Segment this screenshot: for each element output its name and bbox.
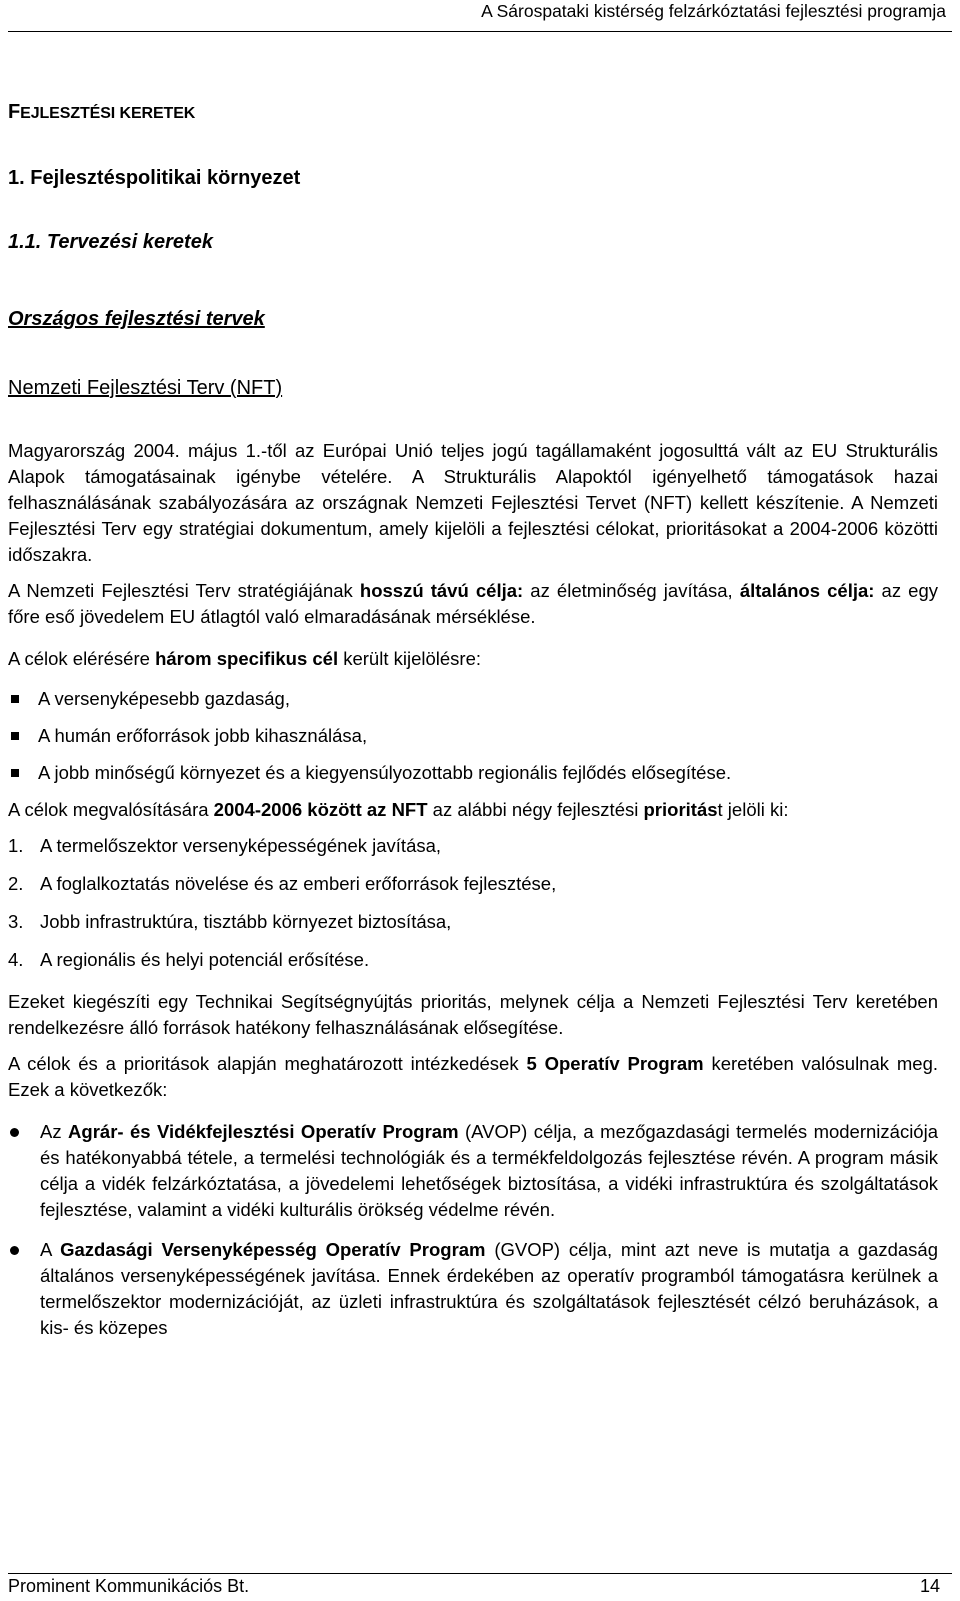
square-bullet-icon: [11, 732, 19, 740]
list-item-text: A regionális és helyi potenciál erősítése.: [40, 949, 370, 970]
list-item: [8, 1119, 938, 1223]
list-item: [8, 871, 938, 897]
list-item-text: A versenyképesebb gazdaság,: [38, 688, 290, 709]
square-bullet-icon: [11, 769, 19, 777]
bold-run: hosszú távú célja:: [359, 580, 524, 601]
paragraph-goals-intro: [8, 646, 938, 672]
goals-list: [8, 686, 938, 786]
paragraph-strategy: [8, 578, 938, 630]
text-run: (AVOP) célja, a mezőgazdasági termelés modernizációja és hatékonyabbá tétele, a termelési technológiák és a termékfeldolgozás fejlesztése révén. A program másik célja a vidék felzárkóztatása, a jövedelemi lehetőségek biztosítása, a vidéki infrastruktúra és szolgáltatások fejlesztése, valamint a vidéki kulturális örökség védelme révén.: [40, 1121, 938, 1220]
list-item-text: A humán erőforrások jobb kihasználása,: [38, 725, 368, 746]
text-run: keretében valósulnak meg. Ezek a következők:: [8, 1053, 938, 1100]
list-number: 4.: [8, 949, 24, 970]
text-run: t jelöli ki:: [717, 799, 789, 820]
text-run: A: [40, 1239, 61, 1260]
bold-run: általános célja:: [739, 580, 875, 601]
text-run: az életminőség javítása,: [523, 580, 740, 601]
text-run: Az: [40, 1121, 69, 1142]
bold-run: prioritás: [643, 799, 718, 820]
footer-company: Prominent Kommunikációs Bt.: [8, 1576, 250, 1596]
bold-run: 2004-2006 között az NFT: [213, 799, 428, 820]
text-run: A célok és a prioritások alapján meghatározott intézkedések: [8, 1053, 527, 1074]
round-bullet-icon: [10, 1246, 19, 1255]
text-run: került kijelölésre:: [338, 648, 482, 669]
text-run: A Nemzeti Fejlesztési Terv stratégiájának: [8, 580, 360, 601]
document-title: [8, 100, 195, 126]
page-number: 14: [919, 1576, 940, 1596]
subsubsection-heading: Országos fejlesztési tervek: [8, 308, 265, 330]
text-run: A célok megvalósítására: [8, 799, 214, 820]
program-name: Gazdasági Versenyképesség Operatív Program: [60, 1239, 486, 1260]
list-number: 2.: [8, 873, 24, 894]
list-item: [8, 1237, 938, 1341]
list-item-text: A termelőszektor versenyképességének javítása,: [40, 835, 442, 856]
program-name: Agrár- és Vidékfejlesztési Operatív Program: [68, 1121, 459, 1142]
document-title-lead: F: [8, 101, 21, 123]
section-heading: 1. Fejlesztéspolitikai környezet: [8, 167, 301, 189]
document-title-rest: EJLESZTÉSI KERETEK: [20, 105, 196, 122]
running-header-title: A Sárospataki kistérség felzárkóztatási fejlesztési programja: [481, 1, 946, 21]
text-run: az egy főre eső jövedelem EU átlagtól való elmaradásának mérséklése.: [8, 580, 938, 627]
text-run: (GVOP) célja, mint azt neve is mutatja a gazdaság általános versenyképességének javítása. Ennek érdekében az operatív programból támogatásra kerülnek a termelőszektor modernizációját, az üzleti infrastruktúra és szolgáltatások fejlesztését célzó beruházások, a kis- és közepes: [40, 1239, 938, 1338]
topic-heading: Nemzeti Fejlesztési Terv (NFT): [8, 377, 283, 399]
paragraph-priorities-intro: [8, 797, 938, 823]
bold-run: 5 Operatív Program: [526, 1053, 704, 1074]
header-divider: [8, 31, 952, 32]
list-item: [8, 723, 938, 749]
list-item: [8, 909, 938, 935]
list-item-text: Jobb infrastruktúra, tisztább környezet biztosítása,: [40, 911, 452, 932]
list-item: [8, 686, 938, 712]
document-body: [8, 438, 938, 1355]
list-item: [8, 760, 938, 786]
text-run: az alábbi négy fejlesztési: [427, 799, 644, 820]
paragraph-technical-assistance: Ezeket kiegészíti egy Technikai Segítségnyújtás prioritás, melynek célja a Nemzeti Fejlesztési Terv keretében rendelkezésre álló források hatékony felhasználásának elősegítése.: [8, 991, 938, 1038]
text-run: A célok elérésére: [8, 648, 156, 669]
priorities-list: [8, 833, 938, 973]
programs-list: [8, 1119, 938, 1341]
square-bullet-icon: [11, 695, 19, 703]
subsection-heading: 1.1. Tervezési keretek: [8, 231, 213, 253]
list-number: 3.: [8, 911, 24, 932]
list-number: 1.: [8, 835, 24, 856]
bold-run: három specifikus cél: [155, 648, 339, 669]
list-item-text: A jobb minőségű környezet és a kiegyensúlyozottabb regionális fejlődés elősegítése.: [38, 762, 732, 783]
paragraph-operative-programs: [8, 1051, 938, 1103]
list-item: [8, 947, 938, 973]
footer-divider: [8, 1573, 952, 1574]
paragraph-intro: Magyarország 2004. május 1.-től az Európai Unió teljes jogú tagállamaként jogosulttá vált az EU Strukturális Alapok támogatásainak igénybe vételére. A Strukturális Alapoktól igényelhető támogatások hazai felhasználásának szabályozására az országnak Nemzeti Fejlesztési Tervet (NFT) kellett készítenie. A Nemzeti Fejlesztési Terv egy stratégiai dokumentum, amely kijelöli a fejlesztési célokat, prioritásokat a 2004-2006 közötti időszakra.: [8, 440, 938, 565]
list-item-text: A foglalkoztatás növelése és az emberi erőforrások fejlesztése,: [40, 873, 557, 894]
list-item: [8, 833, 938, 859]
round-bullet-icon: [10, 1128, 19, 1137]
